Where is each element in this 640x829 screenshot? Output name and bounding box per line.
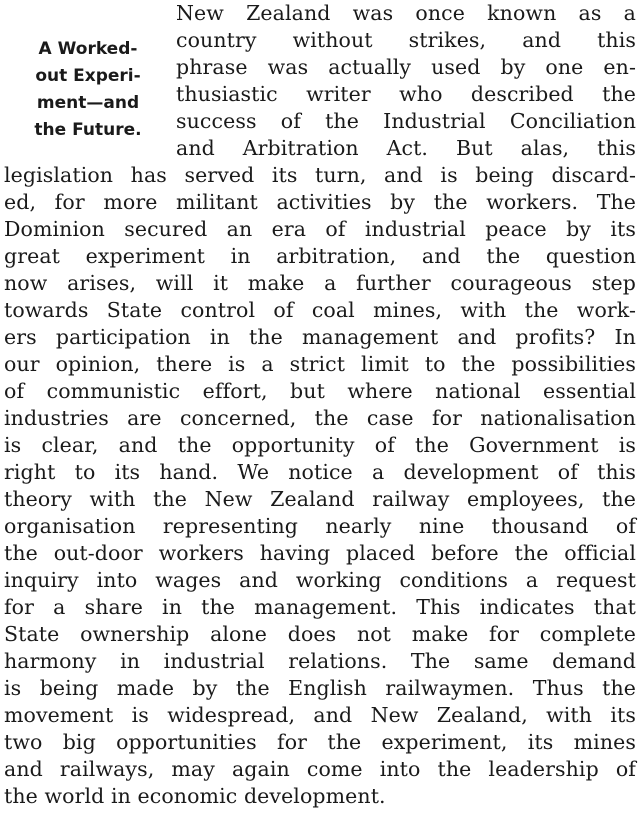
body-line: phrase was actually used by one en- [176, 55, 636, 79]
body-line: right to its hand. We notice a development of this [4, 460, 636, 484]
body-line: is being made by the English railwaymen. Thus the [4, 676, 636, 700]
body-line: of communistic effort, but where national essential [4, 379, 636, 403]
body-line: for a share in the management. This indicates that [4, 595, 636, 619]
side-heading-line: A Worked- [38, 39, 138, 59]
body-line: inquiry into wages and working conditions a request [4, 568, 636, 592]
body-line: and Arbitration Act. But alas, this [176, 136, 636, 160]
body-line: industries are concerned, the case for nationalisation [4, 406, 636, 430]
body-full-width [4, 162, 636, 810]
side-heading-line: the Future. [34, 120, 142, 140]
body-line: organisation representing nearly nine thousand of [4, 514, 636, 538]
body-line: Dominion secured an era of industrial peace by its [4, 217, 636, 241]
body-line-last: the world in economic development. [4, 784, 386, 808]
body-line: the out-door workers having placed before the official [4, 541, 636, 565]
body-line: success of the Industrial Conciliation [176, 109, 636, 133]
body-line: great experiment in arbitration, and the question [4, 244, 636, 268]
body-line: legislation has served its turn, and is being discard- [4, 163, 636, 187]
side-heading-line: out Experi- [35, 66, 141, 86]
body-line: ed, for more militant activities by the workers. The [4, 190, 636, 214]
body-line: State ownership alone does not make for complete [4, 622, 636, 646]
body-line: now arises, will it make a further courageous step [4, 271, 636, 295]
body-line: theory with the New Zealand railway employees, the [4, 487, 636, 511]
body-line: movement is widespread, and New Zealand, with its [4, 703, 636, 727]
body-right-column [176, 0, 636, 162]
body-line: New Zealand was once known as a [176, 1, 636, 25]
body-line: is clear, and the opportunity of the Government is [4, 433, 636, 457]
body-line: and railways, may again come into the leadership of [4, 757, 636, 781]
body-line: our opinion, there is a strict limit to the possibilities [4, 352, 636, 376]
article [4, 0, 636, 810]
side-heading [4, 36, 172, 144]
body-line: country without strikes, and this [176, 28, 636, 52]
article-top [4, 0, 636, 162]
body-line: towards State control of coal mines, with the work- [4, 298, 636, 322]
body-line: harmony in industrial relations. The same demand [4, 649, 636, 673]
body-line: thusiastic writer who described the [176, 82, 636, 106]
body-line: ers participation in the management and profits? In [4, 325, 636, 349]
side-heading-line: ment—and [36, 93, 140, 113]
body-line: two big opportunities for the experiment, its mines [4, 730, 636, 754]
